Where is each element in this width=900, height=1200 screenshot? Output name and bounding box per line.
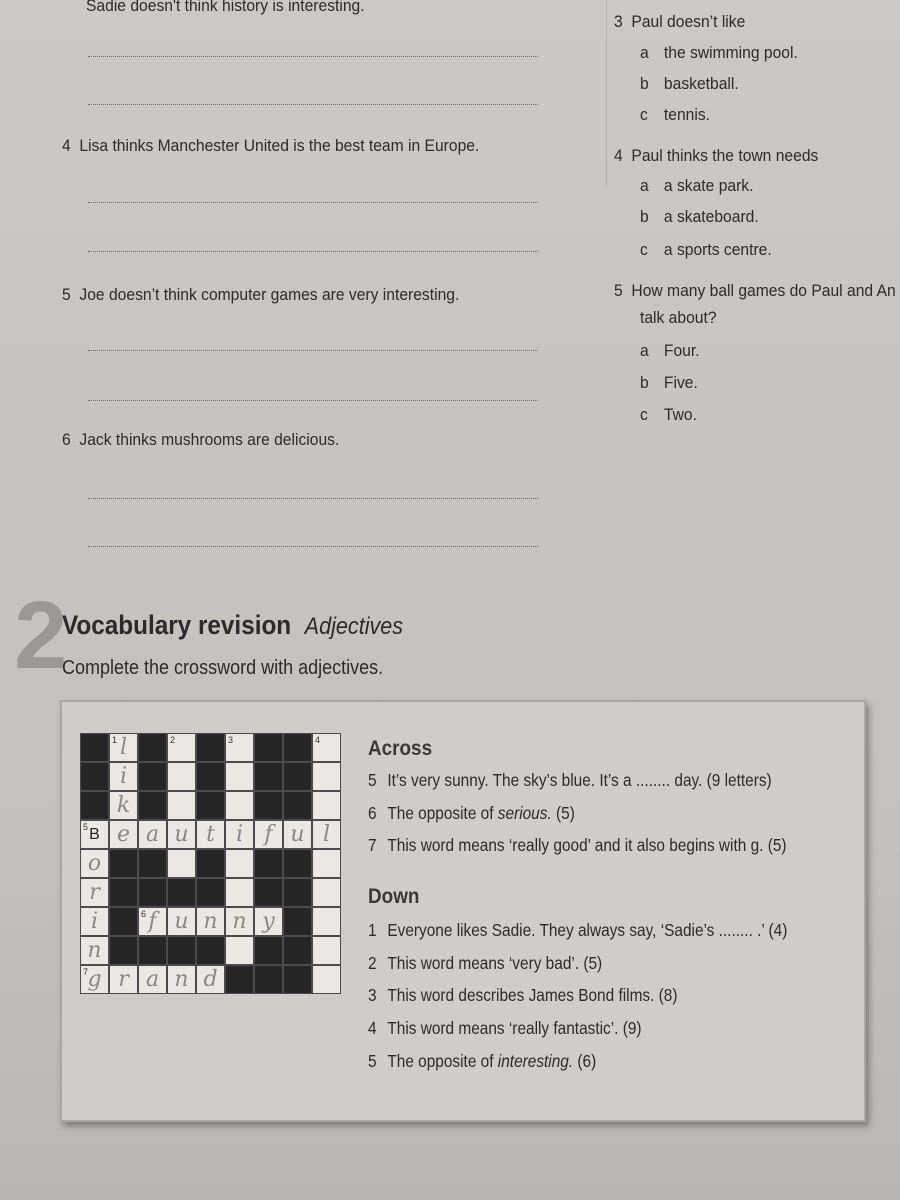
answer-line[interactable] <box>88 56 538 57</box>
question-text: Jack thinks mushrooms are delicious. <box>79 430 340 449</box>
crossword-cell[interactable]: 7 g <box>80 965 109 994</box>
black-cell <box>138 762 167 791</box>
crossword-cell[interactable]: k <box>109 791 138 820</box>
option-b[interactable]: b a skateboard. <box>640 207 759 226</box>
black-cell <box>283 733 312 762</box>
black-cell <box>167 878 196 907</box>
option-c[interactable]: c tennis. <box>640 105 711 124</box>
option-a[interactable]: a the swimming pool. <box>640 43 798 62</box>
crossword-cell[interactable] <box>225 936 254 965</box>
across-heading: Across <box>368 737 433 760</box>
crossword-cell[interactable] <box>312 878 341 907</box>
across-clue-6: 6 The opposite of serious. (5) <box>368 803 575 823</box>
option-a[interactable]: a Four. <box>640 341 700 360</box>
black-cell <box>283 791 312 820</box>
answer-line[interactable] <box>88 498 538 499</box>
down-clue-1: 1 Everyone likes Sadie. They always say, ‘Sadie’s ........ .’ (4) <box>368 920 788 940</box>
crossword-cell[interactable] <box>167 791 196 820</box>
crossword-cell[interactable]: i <box>80 907 109 936</box>
crossword-cell[interactable]: u <box>283 820 312 849</box>
black-cell <box>196 791 225 820</box>
option-c[interactable]: c Two. <box>640 405 697 424</box>
black-cell <box>138 878 167 907</box>
crossword-cell[interactable] <box>312 791 341 820</box>
black-cell <box>196 936 225 965</box>
crossword-cell[interactable]: 6 f <box>138 907 167 936</box>
black-cell <box>138 936 167 965</box>
crossword-cell[interactable]: 5 B <box>80 820 109 849</box>
crossword-cell[interactable]: n <box>225 907 254 936</box>
question-5-listening: 5 How many ball games do Paul and An <box>614 281 896 300</box>
question-text: Lisa thinks Manchester United is the best team in Europe. <box>79 136 480 155</box>
answer-line[interactable] <box>88 350 538 351</box>
answer-line[interactable] <box>88 104 538 105</box>
black-cell <box>225 965 254 994</box>
question-4-listening: 4 Paul thinks the town needs <box>614 146 819 165</box>
crossword-cell[interactable] <box>225 878 254 907</box>
question-number: 4 <box>62 136 71 155</box>
answer-line[interactable] <box>88 202 538 203</box>
crossword-cell[interactable]: a <box>138 820 167 849</box>
black-cell <box>254 733 283 762</box>
down-clue-5: 5 The opposite of interesting. (6) <box>368 1051 597 1071</box>
down-clue-2: 2 This word means ‘very bad’. (5) <box>368 953 603 973</box>
crossword-cell[interactable]: u <box>167 907 196 936</box>
down-clue-4: 4 This word means ‘really fantastic’. (9) <box>368 1018 642 1038</box>
black-cell <box>283 965 312 994</box>
crossword-cell[interactable]: r <box>109 965 138 994</box>
column-divider <box>606 0 607 188</box>
crossword-cell[interactable]: n <box>80 936 109 965</box>
crossword-cell[interactable] <box>312 849 341 878</box>
question-5 <box>62 285 459 305</box>
black-cell <box>254 936 283 965</box>
black-cell <box>254 878 283 907</box>
section-subtitle: Adjectives <box>304 613 404 640</box>
crossword-cell[interactable]: e <box>109 820 138 849</box>
question-6 <box>62 430 339 450</box>
crossword-cell[interactable] <box>167 849 196 878</box>
black-cell <box>254 791 283 820</box>
black-cell <box>196 733 225 762</box>
crossword-cell[interactable]: n <box>167 965 196 994</box>
black-cell <box>283 762 312 791</box>
section-title: Vocabulary revision Adjectives <box>62 610 404 640</box>
black-cell <box>254 849 283 878</box>
crossword-cell[interactable]: n <box>196 907 225 936</box>
black-cell <box>109 878 138 907</box>
crossword-cell[interactable] <box>225 762 254 791</box>
question-3-text: Sadie doesn't think history is interesting. <box>86 0 365 15</box>
section-instruction: Complete the crossword with adjectives. <box>62 657 384 679</box>
black-cell <box>109 849 138 878</box>
down-clue-3: 3 This word describes James Bond films. (8) <box>368 985 678 1005</box>
question-5-continuation: talk about? <box>640 308 717 327</box>
crossword-cell[interactable] <box>312 965 341 994</box>
question-text: Joe doesn’t think computer games are very interesting. <box>79 285 460 304</box>
crossword-cell[interactable]: f <box>254 820 283 849</box>
black-cell <box>283 849 312 878</box>
crossword-cell[interactable]: t <box>196 820 225 849</box>
question-number: 6 <box>62 430 71 449</box>
crossword-cell[interactable] <box>225 849 254 878</box>
crossword-cell[interactable]: r <box>80 878 109 907</box>
crossword-cell[interactable]: d <box>196 965 225 994</box>
answer-line[interactable] <box>88 400 538 401</box>
black-cell <box>138 791 167 820</box>
black-cell <box>80 791 109 820</box>
black-cell <box>283 878 312 907</box>
crossword-cell[interactable]: i <box>109 762 138 791</box>
black-cell <box>80 762 109 791</box>
black-cell <box>80 733 109 762</box>
answer-line[interactable] <box>88 546 538 547</box>
crossword-cell[interactable]: o <box>80 849 109 878</box>
option-b[interactable]: b basketball. <box>640 74 739 93</box>
question-number: 5 <box>62 285 71 304</box>
crossword-cell[interactable]: 3 <box>225 733 254 762</box>
black-cell <box>254 762 283 791</box>
question-4 <box>62 136 479 156</box>
black-cell <box>109 907 138 936</box>
crossword-cell[interactable] <box>167 762 196 791</box>
crossword-cell[interactable]: u <box>167 820 196 849</box>
answer-line[interactable] <box>88 251 538 252</box>
crossword-cell[interactable] <box>312 936 341 965</box>
black-cell <box>196 849 225 878</box>
crossword-cell[interactable]: 1 l <box>109 733 138 762</box>
black-cell <box>196 762 225 791</box>
crossword-cell[interactable]: 2 <box>167 733 196 762</box>
black-cell <box>196 878 225 907</box>
crossword-cell[interactable]: y <box>254 907 283 936</box>
option-a[interactable]: a a skate park. <box>640 176 754 195</box>
option-c[interactable]: c a sports centre. <box>640 240 772 259</box>
crossword-cell[interactable] <box>225 791 254 820</box>
crossword-cell[interactable]: a <box>138 965 167 994</box>
crossword-cell[interactable]: i <box>225 820 254 849</box>
black-cell <box>109 936 138 965</box>
black-cell <box>283 936 312 965</box>
black-cell <box>254 965 283 994</box>
across-clue-5: 5 It’s very sunny. The sky’s blue. It’s a ........ day. (9 letters) <box>368 770 772 790</box>
crossword-cell[interactable]: l <box>312 820 341 849</box>
crossword-cell[interactable] <box>312 762 341 791</box>
question-3: 3 Paul doesn’t like <box>614 12 746 31</box>
black-cell <box>283 907 312 936</box>
black-cell <box>138 733 167 762</box>
black-cell <box>138 849 167 878</box>
crossword-cell[interactable] <box>312 907 341 936</box>
down-heading: Down <box>368 885 420 908</box>
section-number: 2 <box>14 582 68 689</box>
black-cell <box>167 936 196 965</box>
option-b[interactable]: b Five. <box>640 373 698 392</box>
crossword-cell[interactable]: 4 <box>312 733 341 762</box>
across-clue-7: 7 This word means ‘really good’ and it also begins with g. (5) <box>368 835 787 855</box>
